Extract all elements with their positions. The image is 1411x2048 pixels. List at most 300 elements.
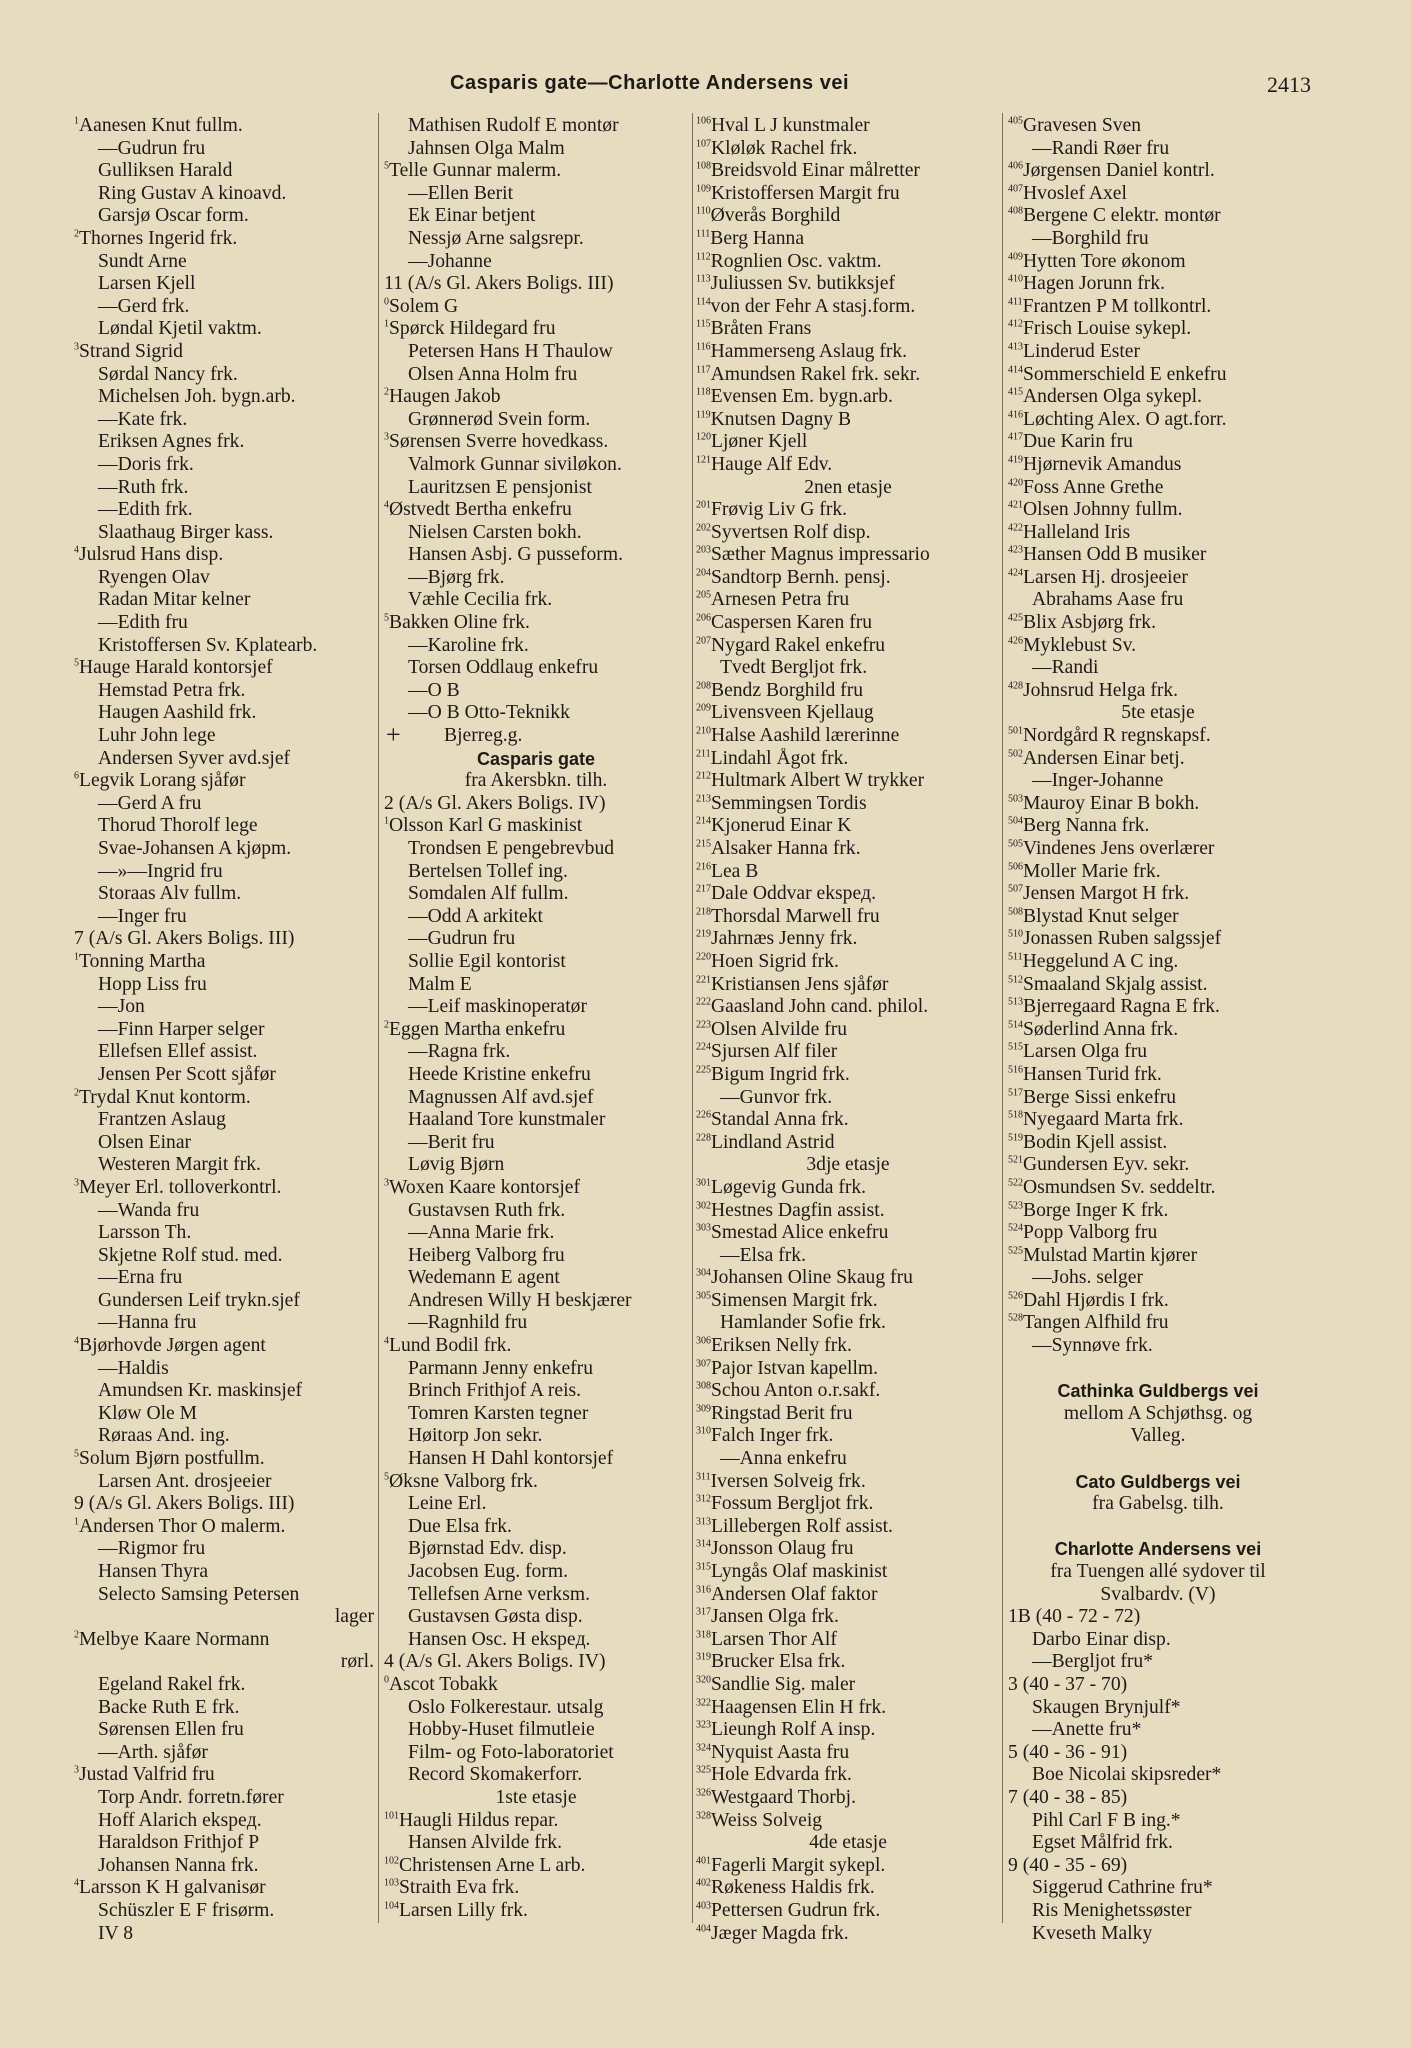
entry-text: Kristoffersen Margit fru <box>711 182 900 204</box>
entry <box>696 544 1000 567</box>
entry <box>74 409 374 432</box>
entry-text: —Elsa frk. <box>720 1244 806 1266</box>
entry-text: —Gerd frk. <box>98 295 190 317</box>
entry-text: —Erna fru <box>98 1267 183 1289</box>
entry-text: Hoff Alarich ekspeд. <box>98 1809 262 1831</box>
entry <box>384 1629 688 1652</box>
floor-number: 325 <box>696 1764 711 1776</box>
entry-text: Justad Valfrid fru <box>79 1764 215 1786</box>
entry-text: Jonsson Olaug fru <box>711 1538 854 1560</box>
entry-text: Tomren Karsten tegner <box>408 1402 589 1424</box>
entry <box>384 1358 688 1381</box>
entry-text: Andresen Willy H beskjærer <box>408 1289 632 1311</box>
entry <box>384 318 688 341</box>
entry <box>696 1584 1000 1607</box>
entry-text: Sundt Arne <box>98 250 187 272</box>
entry-text: Frisch Louise sykepl. <box>1023 318 1192 340</box>
entry <box>384 1222 688 1245</box>
entry-text: Olsen Johnny fullm. <box>1023 499 1183 521</box>
entry <box>384 228 688 251</box>
entry <box>384 883 688 906</box>
column-divider <box>692 113 693 1923</box>
floor-number: 2 <box>74 228 79 240</box>
entry-text: Solem G <box>389 295 459 317</box>
entry-text: Bigum Ingrid frk. <box>711 1063 850 1085</box>
entry <box>1008 1832 1308 1855</box>
entry <box>74 793 374 816</box>
entry <box>696 1245 1000 1268</box>
entry <box>74 1855 374 1878</box>
entry <box>384 1764 688 1787</box>
entry <box>696 364 1000 387</box>
entry-text: Livensveen Kjellaug <box>711 702 874 724</box>
floor-number: 226 <box>696 1109 711 1121</box>
entry <box>1008 1312 1308 1335</box>
floor-number: 413 <box>1008 341 1023 353</box>
floor-number: 522 <box>1008 1177 1023 1189</box>
entry <box>1008 838 1308 861</box>
entry <box>74 770 374 793</box>
floor-number: 309 <box>696 1403 711 1415</box>
entry-text: Evensen Em. bygn.arb. <box>710 386 893 408</box>
column-divider <box>1002 113 1003 1923</box>
entry <box>74 725 374 748</box>
entry <box>384 409 688 432</box>
entry <box>74 589 374 612</box>
entry <box>384 1154 688 1177</box>
floor-number: 514 <box>1008 1019 1023 1031</box>
page-number: 2413 <box>1267 72 1311 97</box>
entry <box>74 1380 374 1403</box>
floor-number: 317 <box>696 1606 711 1618</box>
entry <box>74 1448 374 1471</box>
entry <box>74 815 374 838</box>
entry <box>384 499 688 522</box>
entry <box>74 567 374 590</box>
entry <box>384 702 688 725</box>
entry-text: Kristoffersen Sv. Kplatearb. <box>98 634 318 656</box>
entry-text: Storaas Alv fullm. <box>98 883 242 905</box>
entry <box>1008 1448 1308 1471</box>
entry <box>696 1900 1000 1923</box>
entry <box>696 431 1000 454</box>
entry-text: Caspersen Karen fru <box>711 612 873 634</box>
entry <box>1008 1877 1308 1900</box>
entry <box>384 431 688 454</box>
entry-text: Ellefsen Ellef assist. <box>98 1041 258 1063</box>
entry <box>1008 748 1308 771</box>
floor-number: 205 <box>696 589 711 601</box>
entry-text: Tellefsen Arne verksm. <box>408 1583 590 1605</box>
entry-text: Ringstad Berit fru <box>711 1402 853 1424</box>
floor-number: 301 <box>696 1177 711 1189</box>
address-number <box>1008 1855 1308 1878</box>
entry <box>1008 1923 1308 1946</box>
entry <box>696 951 1000 974</box>
entry <box>696 522 1000 545</box>
floor-number: 223 <box>696 1019 711 1031</box>
entry-text: Sandlie Sig. maler <box>711 1673 856 1695</box>
floor-number: 222 <box>696 996 711 1008</box>
entry-text: Casparis gate <box>476 748 596 769</box>
street-heading <box>1008 1471 1308 1494</box>
entry <box>1008 770 1308 793</box>
entry <box>384 1448 688 1471</box>
entry-text: Wedemann E agent <box>408 1267 560 1289</box>
entry-text: Johansen Nanna frk. <box>98 1854 259 1876</box>
entry-text: Eriksen Nelly frk. <box>711 1335 852 1357</box>
entry-text: Larsen Olga fru <box>1023 1041 1148 1063</box>
entry-text: Popp Valborg fru <box>1023 1222 1158 1244</box>
floor-number: 408 <box>1008 205 1023 217</box>
entry-text: —Bergljot fru* <box>1032 1651 1153 1673</box>
entry-text: Nielsen Carsten bokh. <box>408 521 582 543</box>
entry <box>1008 883 1308 906</box>
entry <box>74 1019 374 1042</box>
entry-text: Woxen Kaare kontorsjef <box>389 1176 581 1198</box>
entry-text: Johnsrud Helga frk. <box>1023 679 1179 701</box>
entry-text: 11 (A/s Gl. Akers Boligs. III) <box>384 273 614 295</box>
entry <box>384 635 688 658</box>
entry-text: 4de etasje <box>809 1832 887 1854</box>
entry-text: —Gerd A fru <box>98 792 202 814</box>
entry-text: Haugen Jakob <box>389 386 501 408</box>
entry-text: Gundersen Leif trykn.sjef <box>98 1289 300 1311</box>
entry-text: —Leif maskinoperatør <box>408 996 588 1018</box>
entry <box>384 1132 688 1155</box>
floor-number: 214 <box>696 815 711 827</box>
entry <box>384 1651 688 1674</box>
section-heading <box>696 1832 1000 1855</box>
floor-number: 0 <box>384 296 389 308</box>
entry-text: Film- og Foto-laboratoriet <box>408 1741 614 1763</box>
column-divider <box>378 113 379 1923</box>
entry-text: —Rigmor fru <box>98 1538 206 1560</box>
entry-text: Darbo Einar disp. <box>1032 1628 1171 1650</box>
entry <box>696 1719 1000 1742</box>
entry <box>696 635 1000 658</box>
entry <box>696 1290 1000 1313</box>
entry-text: Larsen Kjell <box>98 273 196 295</box>
floor-number: 208 <box>696 680 711 692</box>
entry-text: —O B Otto-Teknikk <box>408 702 570 724</box>
floor-number: 326 <box>696 1787 711 1799</box>
entry-text: Valmork Gunnar siviløkon. <box>408 453 622 475</box>
page-title: Casparis gate—Charlotte Andersens vei <box>450 72 849 94</box>
entry-text: 9 (40 - 35 - 69) <box>1008 1854 1128 1876</box>
entry-text: Olsson Karl G maskinist <box>389 815 583 837</box>
entry-text: Bjerreg.g. <box>444 725 523 747</box>
floor-number: 1 <box>384 815 389 827</box>
entry <box>696 1606 1000 1629</box>
entry <box>384 1200 688 1223</box>
entry-text: Øksne Valborg frk. <box>389 1470 538 1492</box>
entry-text: Haugen Aashild frk. <box>98 702 257 724</box>
entry-text: Jansen Olga frk. <box>711 1606 839 1628</box>
entry-text: Gulliksen Harald <box>98 160 233 182</box>
entry <box>696 793 1000 816</box>
entry-text: Borge Inger K frk. <box>1023 1199 1169 1221</box>
entry <box>384 454 688 477</box>
entry <box>384 1561 688 1584</box>
entry-text: Hagen Jorunn frk. <box>1023 273 1166 295</box>
floor-number: 424 <box>1008 567 1023 579</box>
entry-text: Siggerud Cathrine fru* <box>1032 1877 1213 1899</box>
entry <box>1008 273 1308 296</box>
address-number <box>1008 1742 1308 1765</box>
entry <box>696 1448 1000 1471</box>
floor-number: 106 <box>696 115 711 127</box>
entry-text: Bjørnstad Edv. disp. <box>408 1538 567 1560</box>
floor-number: 306 <box>696 1335 711 1347</box>
entry-text: Ryengen Olav <box>98 566 210 588</box>
floor-number: 209 <box>696 702 711 714</box>
entry <box>696 1019 1000 1042</box>
entry-text: —Borghild fru <box>1032 227 1149 249</box>
entry <box>74 1810 374 1833</box>
entry <box>384 861 688 884</box>
section-heading <box>1008 1584 1308 1607</box>
entry <box>1008 1335 1308 1358</box>
entry-text: lager <box>334 1606 374 1628</box>
floor-number: 104 <box>384 1900 399 1912</box>
entry <box>384 1019 688 1042</box>
entry <box>696 702 1000 725</box>
entry-text: Nordgård R regnskapsf. <box>1023 725 1211 747</box>
entry <box>74 1064 374 1087</box>
entry-text: Larsson Th. <box>98 1222 192 1244</box>
section-heading <box>384 1787 688 1810</box>
floor-number: 118 <box>696 386 711 398</box>
entry-text: Brucker Elsa frk. <box>711 1651 846 1673</box>
entry-text: Gravesen Sven <box>1023 115 1142 136</box>
entry <box>384 205 688 228</box>
entry-text: Myklebust Sv. <box>1023 634 1137 656</box>
entry-text: Nygard Rakel enkefru <box>711 634 886 656</box>
entry-text: Halleland Iris <box>1023 521 1131 543</box>
entry <box>384 1855 688 1878</box>
floor-number: 416 <box>1008 409 1023 421</box>
entry <box>696 612 1000 635</box>
entry <box>384 296 688 319</box>
entry-text: Osmundsen Sv. seddeltr. <box>1023 1176 1216 1198</box>
entry-text: Record Skomakerforr. <box>408 1764 583 1786</box>
floor-number: 411 <box>1008 296 1023 308</box>
entry <box>1008 1087 1308 1110</box>
floor-number: 206 <box>696 612 711 624</box>
entry-text: Julsrud Hans disp. <box>79 544 224 566</box>
entry <box>74 1154 374 1177</box>
floor-number: 515 <box>1008 1041 1023 1053</box>
entry <box>1008 1177 1308 1200</box>
floor-number: 2 <box>74 1087 79 1098</box>
entry <box>1008 1041 1308 1064</box>
entry-text: —Edith frk. <box>98 499 193 521</box>
entry-text: 5 (40 - 36 - 91) <box>1008 1741 1128 1763</box>
entry <box>74 1764 374 1787</box>
floor-number: 320 <box>696 1674 711 1686</box>
floor-number: 102 <box>384 1855 399 1867</box>
entry <box>74 431 374 454</box>
entry <box>1008 364 1308 387</box>
floor-number: 314 <box>696 1538 711 1550</box>
entry-text: Hobby-Huset filmutleie <box>408 1719 595 1741</box>
entry-text: Westeren Margit frk. <box>98 1154 261 1176</box>
floor-number: 503 <box>1008 793 1023 805</box>
entry-text: Ris Menighetssøster <box>1032 1899 1192 1921</box>
entry-text: Larsen Ant. drosjeeier <box>98 1470 272 1492</box>
entry <box>1008 657 1308 680</box>
entry <box>1008 1358 1308 1381</box>
entry <box>74 318 374 341</box>
entry-text: Løchting Alex. O agt.forr. <box>1023 408 1227 430</box>
entry-text: Oslo Folkerestaur. utsalg <box>408 1696 604 1718</box>
entry <box>1008 793 1308 816</box>
floor-number: 113 <box>696 273 711 285</box>
entry <box>1008 115 1308 138</box>
entry-text: —Gudrun fru <box>98 137 206 159</box>
entry <box>74 296 374 319</box>
entry-text: Jensen Margot H frk. <box>1023 883 1190 905</box>
entry-text: Olsen Einar <box>98 1131 192 1153</box>
entry-text: Aanesen Knut fullm. <box>79 115 243 136</box>
floor-number: 0 <box>384 1674 389 1686</box>
entry <box>384 1109 688 1132</box>
entry <box>696 815 1000 838</box>
floor-number: 414 <box>1008 364 1023 375</box>
entry-text: —Arth. sjåfør <box>98 1741 208 1763</box>
floor-number: 3 <box>384 1177 389 1189</box>
entry-text: Egeland Rakel frk. <box>98 1673 246 1695</box>
entry-text: Andersen Olaf faktor <box>711 1583 878 1605</box>
entry <box>1008 1019 1308 1042</box>
entry-text: Dale Oddvar ekspeд. <box>711 883 877 905</box>
entry <box>1008 1267 1308 1290</box>
entry <box>1008 1651 1308 1674</box>
floor-number: 120 <box>696 431 711 443</box>
floor-number: 111 <box>696 228 711 240</box>
entry-text: Jahrnæs Jenny frk. <box>711 928 858 950</box>
entry <box>74 228 374 251</box>
entry <box>696 838 1000 861</box>
entry-text: Legvik Lorang sjåfør <box>79 770 246 792</box>
entry <box>1008 183 1308 206</box>
entry <box>74 1222 374 1245</box>
floor-number: 311 <box>696 1471 711 1483</box>
entry-text: Michelsen Joh. bygn.arb. <box>98 386 296 408</box>
entry <box>384 1697 688 1720</box>
entry-text: Moller Marie frk. <box>1023 860 1161 882</box>
entry-text: Ljøner Kjell <box>711 431 808 453</box>
floor-number: 116 <box>696 341 711 353</box>
entry-text: Vindenes Jens overlærer <box>1023 838 1215 859</box>
entry <box>696 251 1000 274</box>
entry <box>74 928 374 951</box>
entry-text: rørl. <box>340 1651 374 1673</box>
entry-text: Sørensen Sverre hovedkass. <box>389 431 609 453</box>
entry <box>74 1651 374 1674</box>
floor-number: 525 <box>1008 1245 1023 1257</box>
entry-text: von der Fehr A stasj.form. <box>710 295 916 317</box>
entry <box>696 1358 1000 1381</box>
entry <box>384 1538 688 1561</box>
entry <box>74 1923 374 1946</box>
entry <box>1008 1810 1308 1833</box>
floor-number: 101 <box>384 1810 399 1821</box>
entry <box>1008 409 1308 432</box>
entry-text: Arnesen Petra fru <box>711 589 850 611</box>
floor-number: 225 <box>696 1064 711 1076</box>
entry-text: Svalbardv. (V) <box>1100 1583 1216 1605</box>
entry <box>74 702 374 725</box>
floor-number: 304 <box>696 1267 711 1279</box>
entry-text: Hvoslef Axel <box>1023 182 1127 204</box>
floor-number: 219 <box>696 928 711 940</box>
entry-text: Torp Andr. forretn.fører <box>98 1786 284 1808</box>
entry <box>74 1516 374 1539</box>
entry-text: —Johs. selger <box>1032 1267 1144 1289</box>
entry <box>384 1516 688 1539</box>
entry-text: Lyngås Olaf maskinist <box>711 1561 888 1582</box>
entry-text: Boe Nicolai skipsreder* <box>1032 1764 1222 1786</box>
entry <box>74 861 374 884</box>
floor-number: 405 <box>1008 115 1023 127</box>
entry-text: —Finn Harper selger <box>98 1018 265 1040</box>
floor-number: 519 <box>1008 1132 1023 1144</box>
entry-text: Standal Anna frk. <box>711 1109 849 1131</box>
entry-text: Nessjø Arne salgsrepr. <box>408 227 584 249</box>
entry-text: Due Elsa frk. <box>408 1515 512 1537</box>
entry-text: 4 (A/s Gl. Akers Boligs. IV) <box>384 1651 606 1673</box>
entry-text: Parmann Jenny enkefru <box>408 1357 593 1379</box>
entry-text: Amundsen Rakel frk. sekr. <box>710 363 921 385</box>
entry <box>384 1719 688 1742</box>
entry <box>74 906 374 929</box>
entry <box>384 477 688 500</box>
entry <box>696 1267 1000 1290</box>
entry-text: Lieungh Rolf A insp. <box>711 1719 876 1741</box>
entry-text: Kjonerud Einar K <box>711 815 852 837</box>
entry <box>74 951 374 974</box>
floor-number: 307 <box>696 1358 711 1370</box>
entry-text: —Kate frk. <box>98 408 188 430</box>
entry <box>696 883 1000 906</box>
entry <box>696 115 1000 138</box>
entry-text: Ek Einar betjent <box>408 205 536 227</box>
entry <box>696 1222 1000 1245</box>
entry <box>74 1742 374 1765</box>
entry <box>1008 386 1308 409</box>
entry-text: 3dje etasje <box>806 1154 890 1176</box>
floor-number: 4 <box>74 544 79 556</box>
entry-text: Pettersen Gudrun frk. <box>711 1899 881 1921</box>
entry <box>1008 454 1308 477</box>
entry <box>1008 522 1308 545</box>
floor-number: 5 <box>384 612 389 624</box>
entry <box>696 657 1000 680</box>
entry-text: Alsaker Hanna frk. <box>711 838 861 859</box>
entry-text: Haagensen Elin H frk. <box>711 1696 887 1718</box>
entry-text: Hammerseng Aslaug frk. <box>710 340 908 362</box>
floor-number: 404 <box>696 1922 711 1934</box>
entry-text: Frantzen Aslaug <box>98 1109 226 1131</box>
entry <box>74 1787 374 1810</box>
entry <box>696 996 1000 1019</box>
floor-number: 108 <box>696 160 711 172</box>
floor-number: 117 <box>696 364 711 375</box>
entry <box>74 635 374 658</box>
entry-text: Sandtorp Bernh. pensj. <box>711 566 891 588</box>
